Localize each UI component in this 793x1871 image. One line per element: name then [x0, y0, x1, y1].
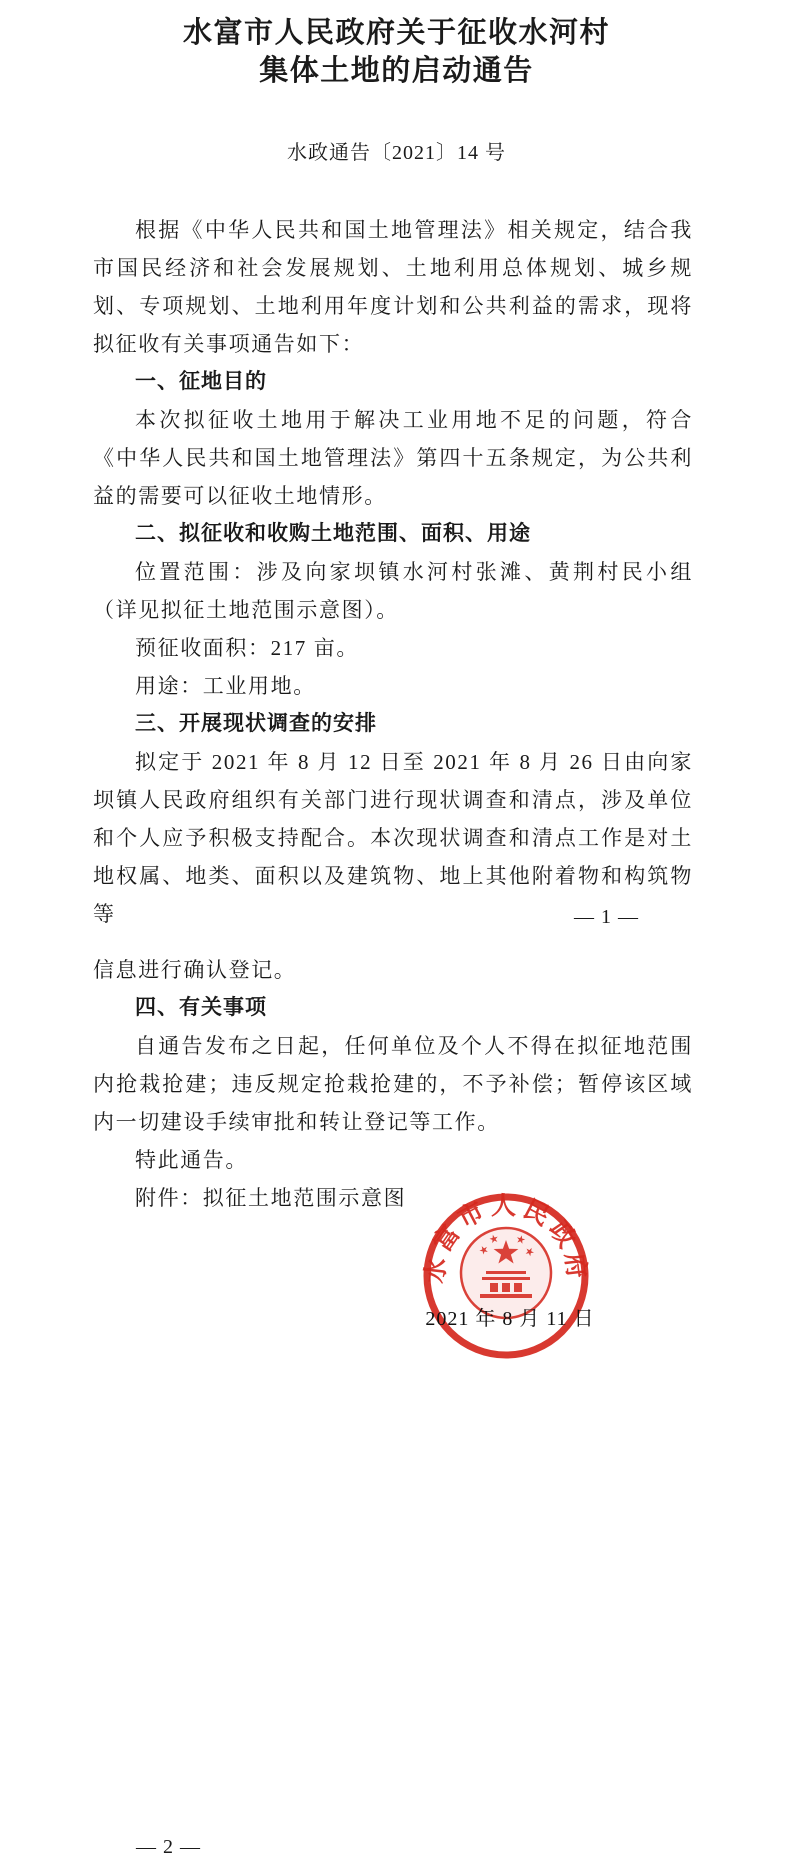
paragraph: 信息进行确认登记。	[93, 958, 297, 982]
section-heading: 一、征地目的	[135, 370, 267, 393]
page-title-line2: 集体土地的启动通告	[259, 55, 534, 87]
paragraph: 位置范围：涉及向家坝镇水河村张滩、黄荆村民小组（详见拟征土地范围示意图）。	[93, 560, 693, 622]
official-seal	[419, 1189, 593, 1363]
page2-number: — 2 —	[136, 1836, 201, 1858]
official-seal-graphic	[419, 1189, 593, 1363]
section-heading: 二、拟征收和收购土地范围、面积、用途	[135, 522, 531, 545]
paragraph: 自通告发布之日起，任何单位及个人不得在拟征地范围内抢栽抢建；违反规定抢栽抢建的，不予补偿；暂停该区域内一切建设手续审批和转让登记等工作。	[93, 1034, 693, 1134]
paragraph: 本次拟征收土地用于解决工业用地不足的问题，符合《中华人民共和国土地管理法》第四十五条规定，为公共利益的需要可以征收土地情形。	[93, 408, 693, 508]
paragraph: 根据《中华人民共和国土地管理法》相关规定，结合我市国民经济和社会发展规划、土地利用总体规划、城乡规划、专项规划、土地利用年度计划和公共利益的需求，现将拟征收有关事项通告如下：	[93, 218, 693, 356]
page2-body	[93, 951, 693, 1217]
svg-text:★: ★	[514, 1233, 527, 1248]
paragraph: 预征收面积：217 亩。	[135, 636, 359, 660]
section-heading: 四、有关事项	[135, 996, 267, 1019]
document-number: 水政通告〔2021〕14 号	[287, 142, 506, 164]
page1-number: — 1 —	[574, 906, 639, 928]
page1-body	[93, 211, 693, 933]
svg-text:★: ★	[476, 1242, 492, 1259]
issue-date: 2021 年 8 月 11 日	[425, 1308, 595, 1330]
seal-ring-text: 水富市人民政府	[420, 1192, 592, 1285]
paragraph: 用途：工业用地。	[135, 674, 316, 698]
page-title-line1: 水富市人民政府关于征收水河村	[182, 17, 610, 49]
section-heading: 三、开展现状调查的安排	[135, 712, 377, 735]
svg-text:★: ★	[522, 1244, 537, 1260]
svg-text:★: ★	[487, 1232, 501, 1247]
page-title	[0, 14, 793, 90]
paragraph: 拟定于 2021 年 8 月 12 日至 2021 年 8 月 26 日由向家坝镇人民政府组织有关部门进行现状调查和清点，涉及单位和个人应予积极支持配合。本次现状调查和清点工作是对土地权属、地类、面积以及建筑物、地上其他附着物和构筑物等	[93, 750, 693, 926]
paragraph: 附件：拟征土地范围示意图	[135, 1186, 407, 1210]
paragraph: 特此通告。	[135, 1148, 248, 1172]
